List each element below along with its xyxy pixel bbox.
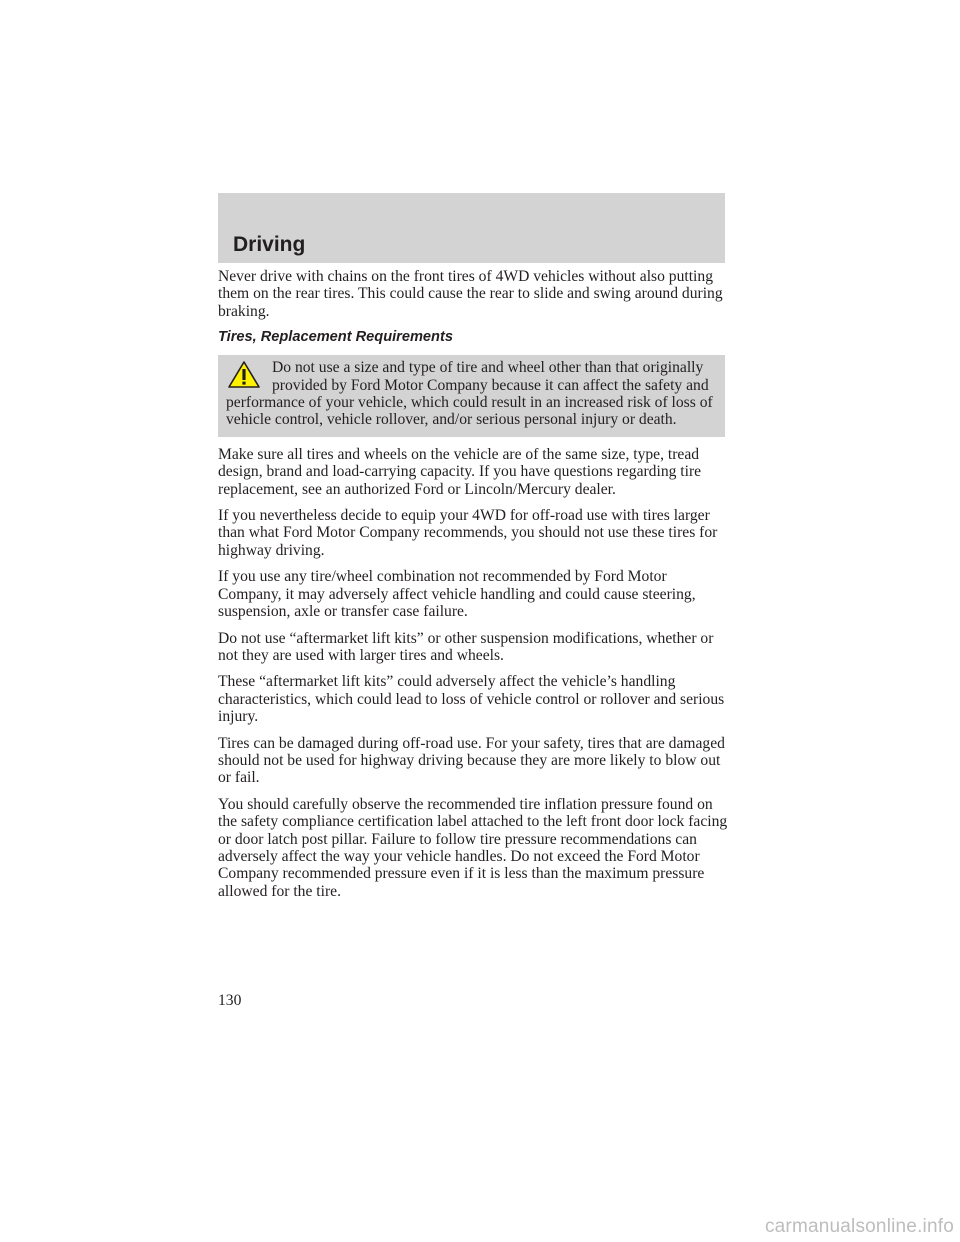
watermark-text: carmanualsonline.info bbox=[764, 1216, 954, 1237]
page-number: 130 bbox=[218, 992, 242, 1009]
section-title: Driving bbox=[233, 233, 306, 256]
warning-box bbox=[218, 355, 725, 437]
page-content bbox=[218, 268, 728, 909]
paragraph-offroad-tires: If you nevertheless decide to equip your 4WD for off-road use with tires larger than what Ford Motor Company recommends, you should not use these tires for highway driving. bbox=[218, 507, 718, 559]
paragraph-tire-matching: Make sure all tires and wheels on the vehicle are of the same size, type, tread design, brand and load-carrying capacity. If you have questions regarding tire replacement, see an authorized Ford or Lincoln/Mercury dealer. bbox=[218, 445, 702, 498]
paragraph-combination-warning: If you use any tire/wheel combination not recommended by Ford Motor Company, it may adversely affect vehicle handling and could cause steering, suspension, axle or transfer case failure. bbox=[218, 568, 696, 621]
section-header-band bbox=[218, 193, 725, 263]
warning-triangle-icon bbox=[226, 359, 262, 391]
paragraph-lift-kits-handling: These “aftermarket lift kits” could adversely affect the vehicle’s handling characteristics, which could lead to loss of vehicle control or rollover and serious injury. bbox=[218, 673, 725, 726]
paragraph-lift-kits: Do not use “aftermarket lift kits” or other suspension modifications, whether or not they are used with larger tires and wheels. bbox=[218, 629, 714, 664]
warning-text: Do not use a size and type of tire and wheel other than that originally provided by Ford Motor Company because it can affect the safety and performance of your vehicle, which could result in an increased risk of loss of vehicle control, vehicle rollover, and/or serious personal injury or death. bbox=[226, 359, 713, 429]
paragraph-offroad-damage: Tires can be damaged during off-road use. For your safety, tires that are damaged should not be used for highway driving because they are more likely to blow out or fail. bbox=[218, 734, 725, 787]
paragraph-chains: Never drive with chains on the front tires of 4WD vehicles without also putting them on the rear tires. This could cause the rear to slide and swing around during braking. bbox=[218, 268, 723, 320]
paragraph-inflation-pressure: You should carefully observe the recommended tire inflation pressure found on the safety compliance certification label attached to the left front door lock facing or door latch post pillar. Failure to follow tire pressure recommendations can adversely affect the way your vehicle handles. Do not exceed the Ford Motor Company recommended pressure even if it is less than the maximum pressure allowed for the tire. bbox=[218, 795, 728, 900]
subheading-tire-replacement: Tires, Replacement Requirements bbox=[218, 329, 453, 346]
